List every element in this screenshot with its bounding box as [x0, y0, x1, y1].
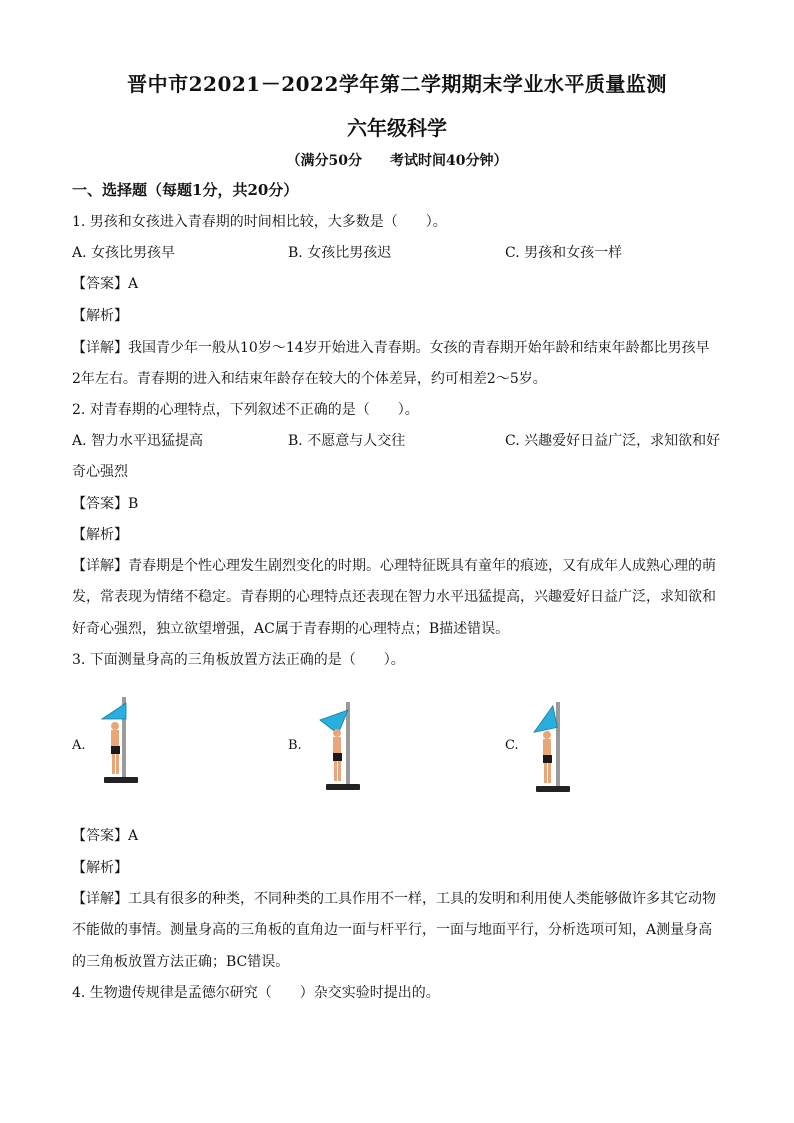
q1-option-c: C. 男孩和女孩一样	[505, 245, 623, 261]
q3-answer: 【答案】A	[72, 828, 139, 844]
q2-analysis: 【解析】	[72, 527, 128, 543]
person-torso	[543, 739, 551, 755]
q2-detail-line: 发，常表现为情绪不稳定。青春期的心理特点还表现在智力水平迅猛提高，兴趣爱好日益广泛，求知欲和	[72, 589, 716, 605]
person-head	[333, 729, 341, 737]
person-head	[111, 722, 119, 730]
person-leg	[544, 763, 547, 783]
scale-base	[326, 784, 360, 790]
q4-stem: 4. 生物遗传规律是孟德尔研究（ ）杂交实验时提出的。	[72, 985, 440, 1001]
exam-info: （满分50分 考试时间40分钟）	[286, 153, 508, 169]
q1-detail-line: 【详解】我国青少年一般从10岁～14岁开始进入青春期。女孩的青春期开始年龄和结束年龄都比男孩早	[72, 340, 710, 356]
q1-answer: 【答案】A	[72, 276, 139, 292]
person-leg	[338, 761, 341, 781]
q2-detail-line: 【详解】青春期是个性心理发生剧烈变化的时期。心理特征既具有童年的痕迹，又有成年人成熟心理的萌	[72, 558, 716, 574]
q1-option-a: A. 女孩比男孩早	[72, 245, 176, 261]
q1-detail-line: 2年左右。青春期的进入和结束年龄存在较大的个体差异，约可相差2～5岁。	[72, 371, 547, 387]
q3-figure-b	[314, 700, 374, 800]
person-leg	[116, 754, 119, 774]
person-shorts	[543, 755, 552, 763]
q2-stem: 2. 对青春期的心理特点，下列叙述不正确的是（ ）。	[72, 402, 419, 418]
q1-analysis: 【解析】	[72, 308, 128, 324]
q3-detail-line: 不能做的事情。测量身高的三角板的直角边一面与杆平行，一面与地面平行，分析选项可知，A测量身高	[72, 922, 713, 938]
page-subtitle: 六年级科学	[347, 116, 447, 140]
person-leg	[112, 754, 115, 774]
q3-option-a-label: A.	[72, 738, 86, 753]
person-shorts	[111, 746, 120, 754]
q1-stem: 1. 男孩和女孩进入青春期的时间相比较，大多数是（ ）。	[72, 214, 447, 230]
person-torso	[333, 737, 341, 753]
q1-option-b: B. 女孩比男孩迟	[288, 245, 392, 261]
q3-option-b-label: B.	[288, 738, 302, 753]
page-title: 晋中市22021－2022学年第二学期期末学业水平质量监测	[127, 72, 667, 96]
q3-analysis: 【解析】	[72, 860, 128, 876]
q3-detail-line: 的三角板放置方法正确；BC错误。	[72, 954, 290, 970]
q3-stem: 3. 下面测量身高的三角板放置方法正确的是（ ）。	[72, 652, 405, 668]
person-leg	[334, 761, 337, 781]
person-head	[543, 731, 551, 739]
q2-option-c-cont: 奇心强烈	[72, 464, 128, 480]
height-pole	[556, 702, 560, 788]
person-shorts	[333, 753, 342, 761]
person-leg	[548, 763, 551, 783]
q3-figure-a	[94, 693, 154, 793]
triangle-ruler-icon	[529, 706, 557, 733]
q2-answer: 【答案】B	[72, 496, 139, 512]
q2-option-b: B. 不愿意与人交往	[288, 433, 406, 449]
q3-option-c-label: C.	[505, 738, 519, 753]
q3-detail-line: 【详解】工具有很多的种类，不同种类的工具作用不一样，工具的发明和利用使人类能够做许多其它动物	[72, 891, 716, 907]
q2-detail-line: 好奇心强烈，独立欲望增强，AC属于青春期的心理特点；B描述错误。	[72, 621, 510, 637]
scale-base	[536, 786, 570, 792]
height-pole	[346, 702, 350, 788]
q3-figure-c	[524, 700, 584, 800]
triangle-ruler-icon	[102, 703, 126, 719]
q2-option-a: A. 智力水平迅猛提高	[72, 433, 204, 449]
section-heading: 一、选择题（每题1分，共20分）	[72, 181, 299, 199]
person-torso	[111, 730, 119, 746]
scale-base	[104, 777, 138, 783]
q2-option-c: C. 兴趣爱好日益广泛，求知欲和好	[505, 433, 721, 449]
